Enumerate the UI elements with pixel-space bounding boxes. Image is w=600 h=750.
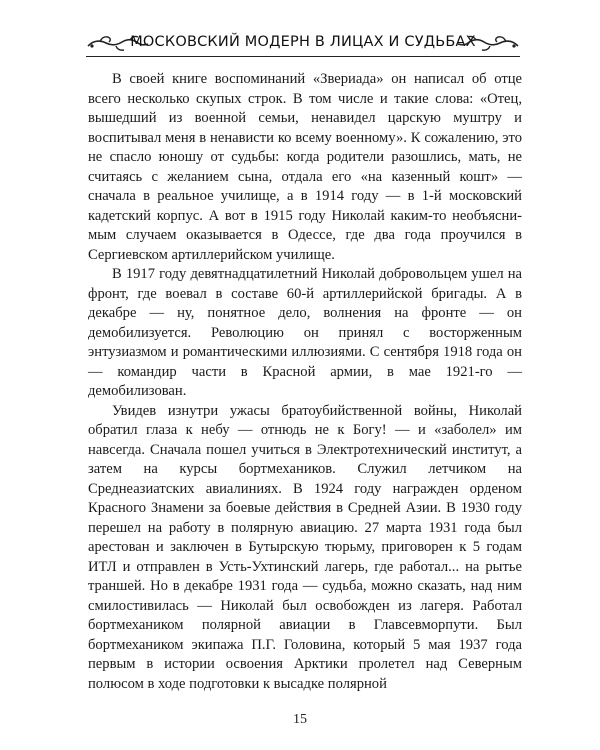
header-title: МОСКОВСКИЙ МОДЕРН В ЛИЦАХ И СУДЬБАХ <box>130 34 476 50</box>
paragraph-1: В своей книге воспоминаний «Звериада» он написал об отце всего несколько скупых строк. В том числе и такие слова: «Отец, вышедший из военной семьи, ненавидел царскую муштру и воспитывал меня в ненависти ко всему военному». К сожалению, это не спасло юношу от судьбы: когда родители разошлись, мать, не считаясь с желанием сына, отдала его «на казенный кошт» — сначала в реальное училище, а в 1914 году — в 1-й московский кадетский корпус. А вот в 1915 году Николай каким-то необъяснимым случаем оказывается в Одессе, где два года проучился в Сергиевском артиллерийском училище. <box>88 71 522 263</box>
running-header <box>86 30 520 58</box>
paragraph-3: Увидев изнутри ужасы братоубийственной войны, Николай обратил глаза к небу — отнюдь не к Богу! — и «заболел» им навсегда. Сначала пошел учиться в Электротехнический институт, а затем на курсы бортмехаников. Служил летчиком на Среднеазиатских авиалиниях. В 1924 году награжден орденом Красного Знамени за боевые действия в Средней Азии. В 1930 году перешел на работу в полярную авиацию. 27 марта 1931 года был арестован и заключен в Бутырскую тюрьму, приговорен к 5 годам ИТЛ и отправлен в Усть-Ухтинский лагерь, где работал... на рытье траншей. Но в декабре 1931 года — судьба, можно сказать, над ним смилостивилась — Николай был освобожден из лагеря. Работал бортмехаником полярной авиации в Главсевморпути. Был бортмехаником экипажа П.Г. Головина, который 5 мая 1937 года первым в истории освоения Арктики пролетел над Северным полюсом в ходе подготовки к высадке полярной <box>88 402 522 692</box>
body-text <box>88 70 522 694</box>
header-rule <box>86 56 520 57</box>
flourish-ornament-right-icon <box>454 34 520 54</box>
paragraph-2: В 1917 году девятнадцатилетний Николай добровольцем ушел на фронт, где воевал в составе 60-й артиллерийской бригады. А в декабре — ну, понятное дело, волнения на фронте — он демобилизуется. Революцию он принял с восторженным энтузиазмом и романтическими иллюзиями. С сентября 1918 года он — командир части в Красной армии, в мае 1921-го — демобилизован. <box>88 266 522 399</box>
page-number: 15 <box>293 712 307 727</box>
